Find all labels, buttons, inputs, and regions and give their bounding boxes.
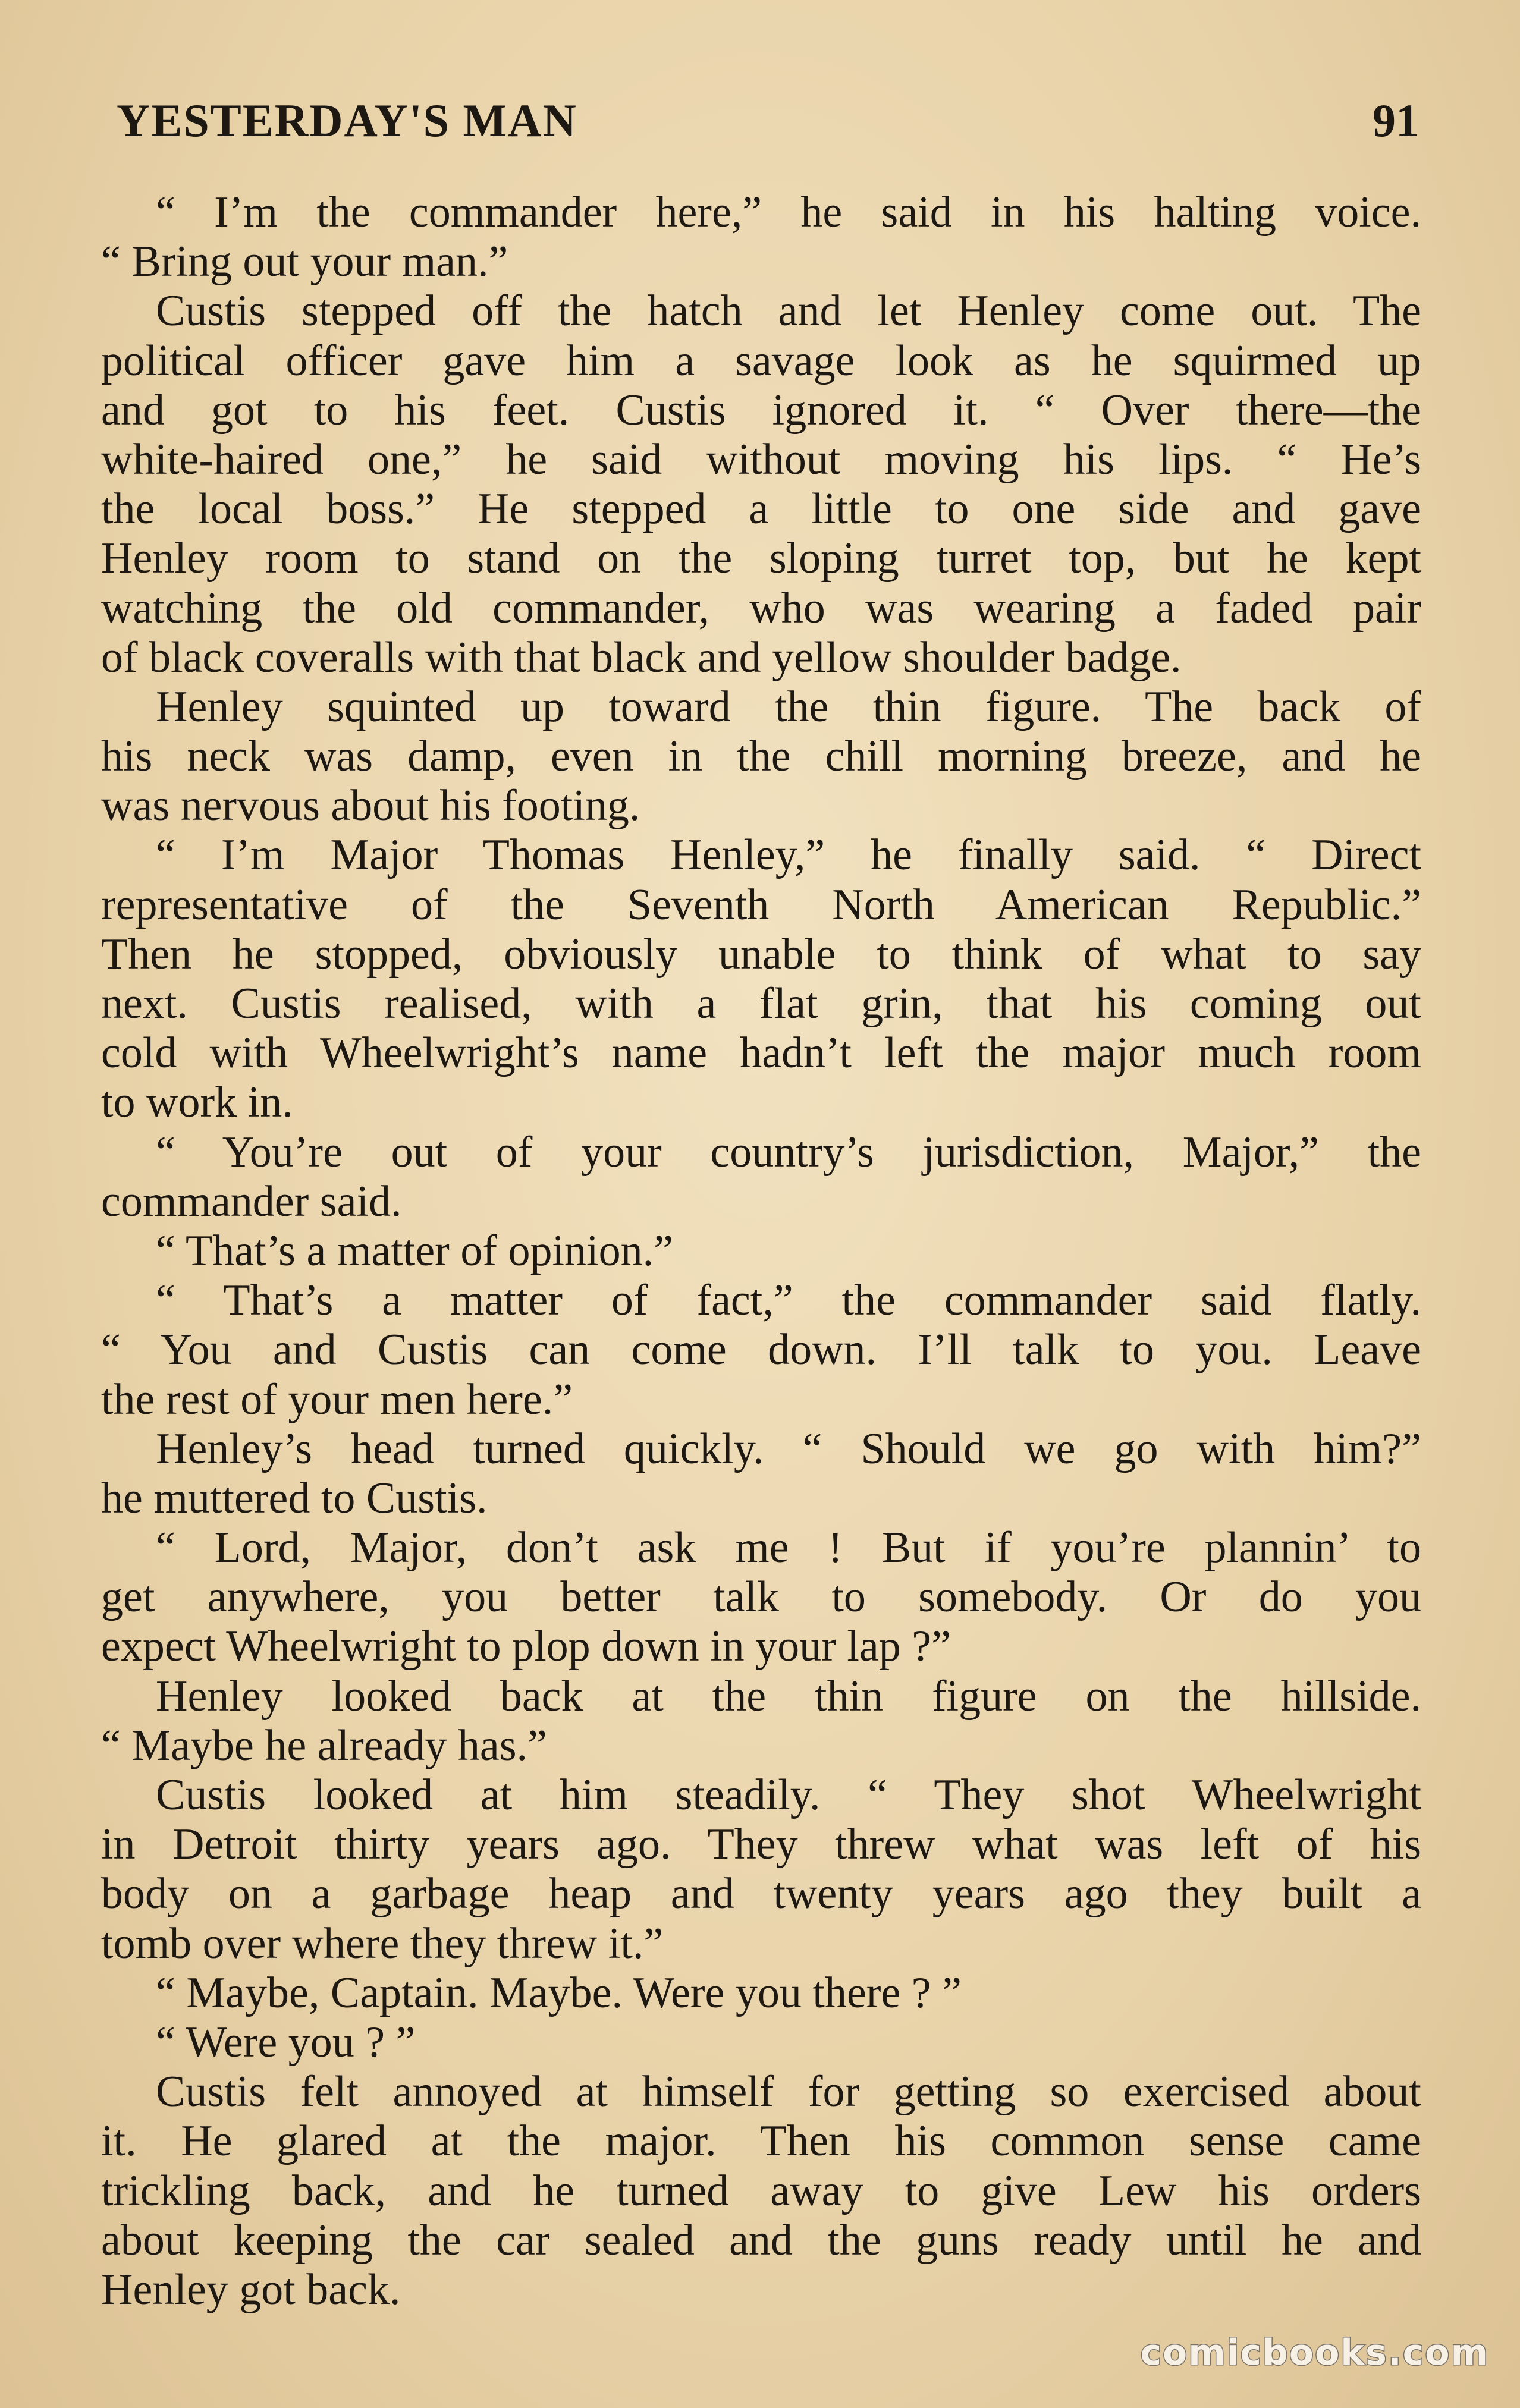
text-line: “ Were you ? ” xyxy=(156,2017,416,2067)
text-line: to work in. xyxy=(101,1078,293,1127)
text-line: commander said. xyxy=(101,1177,402,1226)
running-head xyxy=(117,88,1419,153)
watermark: comicbooks.com xyxy=(1140,2332,1489,2374)
text-line: tomb over where they threw it.” xyxy=(101,1919,664,1968)
text-line: Henley looked back at the thin figure on the hillside. xyxy=(156,1671,1421,1721)
text-line: “ I’m the commander here,” he said in his halting voice. xyxy=(156,188,1421,237)
text-line: his neck was damp, even in the chill morning breeze, and he xyxy=(101,732,1421,781)
text-line: trickling back, and he turned away to give Lew his orders xyxy=(101,2166,1421,2215)
text-line: Henley room to stand on the sloping turret top, but he kept xyxy=(101,534,1421,583)
text-line: Henley got back. xyxy=(101,2265,401,2314)
text-line: Custis looked at him steadily. “ They shot Wheelwright xyxy=(156,1771,1421,1819)
text-line: “ You’re out of your country’s jurisdiction, Major,” the xyxy=(156,1127,1421,1177)
text-line: “ Bring out your man.” xyxy=(101,237,508,287)
text-line: “ I’m Major Thomas Henley,” he finally said. “ Direct xyxy=(156,831,1421,880)
text-line: Then he stopped, obviously unable to think of what to say xyxy=(101,929,1421,979)
text-line: and got to his feet. Custis ignored it. “ Over there—the xyxy=(101,385,1421,435)
text-line: “ That’s a matter of opinion.” xyxy=(156,1226,673,1275)
text-line: about keeping the car sealed and the guns ready until he and xyxy=(101,2215,1421,2265)
text-line: the local boss.” He stepped a little to one side and gave xyxy=(101,485,1421,534)
text-line: body on a garbage heap and twenty years ago they built a xyxy=(101,1869,1421,1919)
text-line: “ Maybe he already has.” xyxy=(101,1721,547,1770)
text-line: it. He glared at the major. Then his common sense came xyxy=(101,2117,1421,2166)
text-line: white-haired one,” he said without moving his lips. “ He’s xyxy=(101,435,1421,484)
text-line: Henley squinted up toward the thin figure. The back of xyxy=(156,682,1421,731)
running-title: YESTERDAY'S MAN xyxy=(117,95,577,146)
text-line: watching the old commander, who was wearing a faded pair xyxy=(101,583,1421,633)
text-line: “ You and Custis can come down. I’ll talk to you. Leave xyxy=(101,1325,1421,1375)
text-line: “ Lord, Major, don’t ask me ! But if you’re plannin’ to xyxy=(156,1523,1421,1573)
text-line: “ Maybe, Captain. Maybe. Were you there ? ” xyxy=(156,1968,962,2017)
text-line: expect Wheelwright to plop down in your lap ?” xyxy=(101,1622,951,1671)
text-line: was nervous about his footing. xyxy=(101,781,640,831)
text-line: of black coveralls with that black and yellow shoulder badge. xyxy=(101,633,1182,682)
text-line: get anywhere, you better talk to somebody. Or do you xyxy=(101,1573,1421,1622)
text-line: cold with Wheelwright’s name hadn’t left the major much room xyxy=(101,1029,1421,1078)
text-line: representative of the Seventh North American Republic.” xyxy=(101,880,1421,929)
text-line: in Detroit thirty years ago. They threw what was left of his xyxy=(101,1820,1421,1869)
text-line: Henley’s head turned quickly. “ Should we go with him?” xyxy=(156,1424,1421,1473)
text-line: the rest of your men here.” xyxy=(101,1375,573,1424)
text-line: political officer gave him a savage look as he squirmed up xyxy=(101,336,1421,385)
text-line: next. Custis realised, with a flat grin, that his coming out xyxy=(101,979,1421,1028)
text-line: “ That’s a matter of fact,” the commander said flatly. xyxy=(156,1276,1421,1325)
page-number: 91 xyxy=(1373,95,1419,146)
body-text xyxy=(101,188,1421,2315)
text-line: Custis stepped off the hatch and let Henley come out. The xyxy=(156,287,1421,336)
text-line: Custis felt annoyed at himself for getting so exercised about xyxy=(156,2067,1421,2117)
text-line: he muttered to Custis. xyxy=(101,1473,488,1523)
